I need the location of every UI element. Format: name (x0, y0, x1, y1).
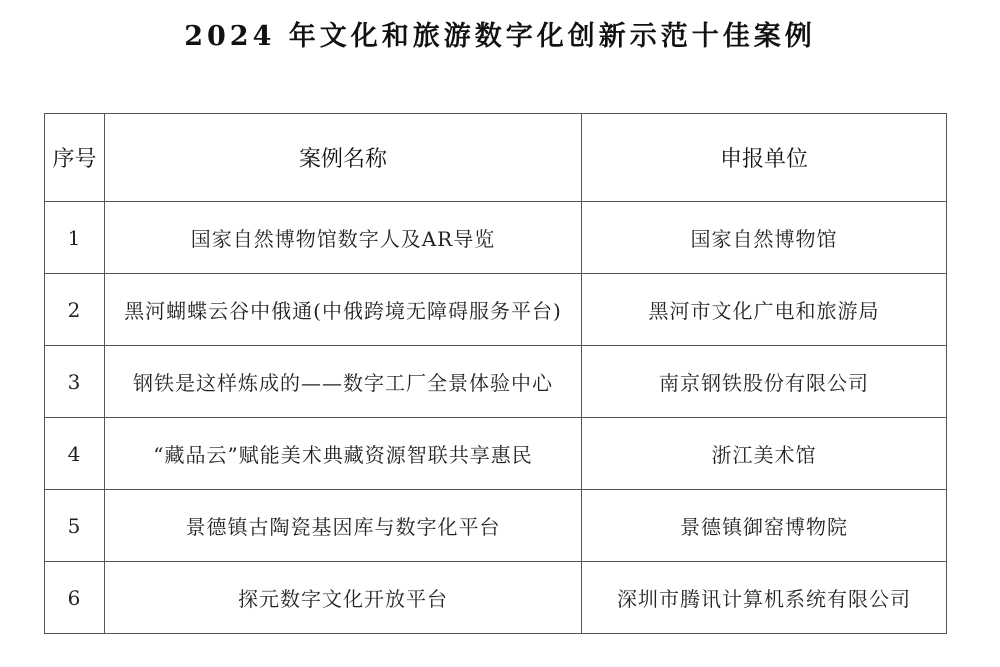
row-case-name: 国家自然博物馆数字人及AR导览 (105, 202, 582, 274)
row-serial-no: 3 (45, 346, 105, 418)
table-row (45, 346, 947, 418)
case-table (44, 113, 947, 634)
row-serial-no: 6 (45, 562, 105, 634)
row-applicant-unit: 景德镇御窑博物院 (582, 490, 947, 562)
row-applicant-unit: 黑河市文化广电和旅游局 (582, 274, 947, 346)
row-case-name: “藏品云”赋能美术典藏资源智联共享惠民 (105, 418, 582, 490)
header-applicant-unit: 申报单位 (582, 114, 947, 202)
header-serial-no: 序号 (45, 114, 105, 202)
document-title: 2024 年文化和旅游数字化创新示范十佳案例 (184, 21, 816, 52)
row-applicant-unit: 深圳市腾讯计算机系统有限公司 (582, 562, 947, 634)
row-applicant-unit: 南京钢铁股份有限公司 (582, 346, 947, 418)
row-serial-no: 2 (45, 274, 105, 346)
row-case-name: 黑河蝴蝶云谷中俄通(中俄跨境无障碍服务平台) (105, 274, 582, 346)
table-row (45, 490, 947, 562)
row-serial-no: 5 (45, 490, 105, 562)
table-row (45, 418, 947, 490)
header-case-name: 案例名称 (105, 114, 582, 202)
row-case-name: 景德镇古陶瓷基因库与数字化平台 (105, 490, 582, 562)
table-row (45, 562, 947, 634)
row-case-name: 钢铁是这样炼成的——数字工厂全景体验中心 (105, 346, 582, 418)
table-row (45, 274, 947, 346)
row-applicant-unit: 浙江美术馆 (582, 418, 947, 490)
row-applicant-unit: 国家自然博物馆 (582, 202, 947, 274)
row-case-name: 探元数字文化开放平台 (105, 562, 582, 634)
table-header-row (45, 114, 947, 202)
row-serial-no: 4 (45, 418, 105, 490)
table-row (45, 202, 947, 274)
row-serial-no: 1 (45, 202, 105, 274)
